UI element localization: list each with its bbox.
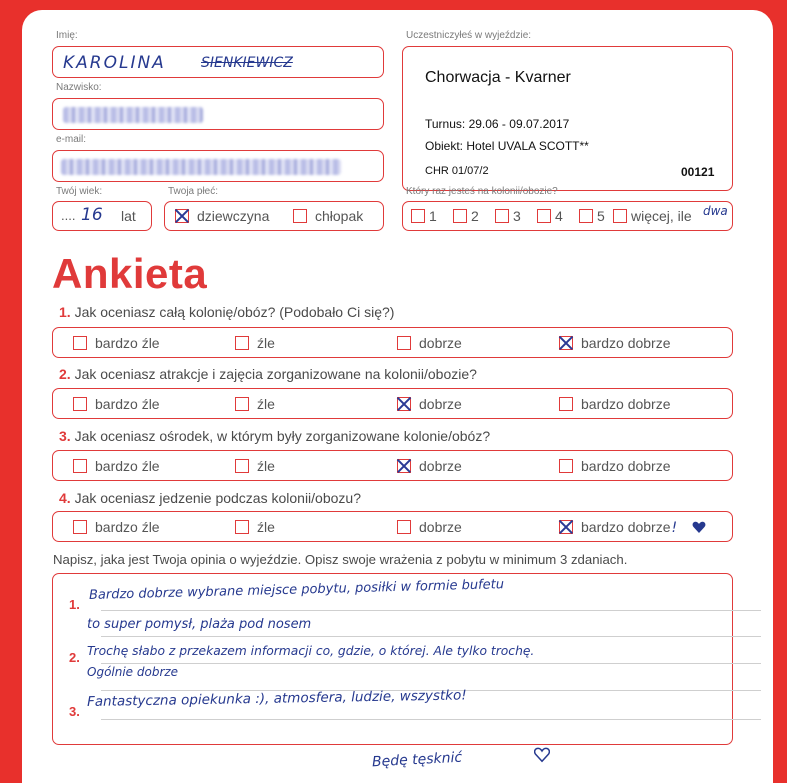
opinion-prompt: Napisz, jaka jest Twoja opinia o wyjeździe. Opisz swoje wrażenia z pobytu w minimum 3 zdaniach. — [53, 552, 628, 567]
last-name-field[interactable] — [52, 98, 384, 130]
blurred-last-name — [63, 107, 203, 123]
question-3: 3. Jak oceniasz ośrodek, w którym były zorganizowane kolonie/obóz? — [59, 428, 491, 444]
first-name-value: KAROLINA — [63, 53, 166, 73]
first-name-label: Imię: — [56, 30, 78, 41]
opinion-2-line-1: Trochę słabo z przekazem informacji co, gdzie, o której. Ale tylko trochę. — [87, 644, 535, 658]
gender-field — [164, 201, 384, 231]
times-option-more[interactable]: więcej, ile — [613, 208, 692, 224]
question-2-options — [52, 388, 733, 419]
q4-option-very-good[interactable]: bardzo dobrze! — [559, 519, 677, 536]
signoff-text: Będę tęsknić — [371, 749, 463, 771]
q2-option-very-bad[interactable]: bardzo źle — [73, 396, 160, 412]
checkbox[interactable] — [293, 209, 307, 223]
survey-title: Ankieta — [52, 250, 208, 297]
struck-surname: SIENKIEWICZ — [201, 55, 293, 71]
trip-destination: Chorwacja - Kvarner — [425, 69, 571, 86]
ruled-line — [101, 663, 761, 664]
age-unit: lat — [121, 208, 136, 224]
times-option-2[interactable]: 2 — [453, 208, 479, 224]
trip-object: Obiekt: Hotel UVALA SCOTT** — [425, 139, 589, 153]
times-field — [402, 201, 733, 231]
question-2: 2. Jak oceniasz atrakcje i zajęcia zorganizowane na kolonii/obozie? — [59, 366, 477, 382]
times-option-1[interactable]: 1 — [411, 208, 437, 224]
age-value: 16 — [81, 205, 103, 225]
gender-label: Twoja płeć: — [168, 186, 219, 197]
q4-option-bad[interactable]: źle — [235, 519, 275, 535]
email-label: e-mail: — [56, 134, 87, 145]
question-1-options — [52, 327, 733, 358]
q2-option-very-good[interactable]: bardzo dobrze — [559, 396, 671, 412]
gender-option-girl[interactable]: dziewczyna — [175, 208, 269, 224]
q4-option-good[interactable]: dobrze — [397, 519, 462, 535]
times-label: Który raz jesteś na kolonii/obozie? — [406, 186, 558, 197]
age-field[interactable] — [52, 201, 152, 231]
opinion-1-line-2: to super pomysł, plaża pod nosem — [87, 617, 312, 632]
checkbox-checked[interactable] — [175, 209, 189, 223]
times-option-4[interactable]: 4 — [537, 208, 563, 224]
question-4: 4. Jak oceniasz jedzenie podczas kolonii/obozu? — [59, 490, 361, 506]
opinion-1-line-1: Bardzo dobrze wybrane miejsce pobytu, posiłki w formie bufetu — [88, 577, 505, 603]
opinion-num-2: 2. — [69, 650, 80, 665]
opinion-box[interactable] — [52, 573, 733, 745]
last-name-label: Nazwisko: — [56, 82, 102, 93]
exclamation-mark: ! — [671, 520, 678, 536]
ruled-line — [101, 719, 761, 720]
q1-option-good[interactable]: dobrze — [397, 335, 462, 351]
trip-number: 00121 — [681, 165, 715, 179]
opinion-3-line-1: Fantastyczna opiekunka :), atmosfera, ludzie, wszystko! — [86, 687, 467, 710]
question-4-options — [52, 511, 733, 542]
q2-option-bad[interactable]: źle — [235, 396, 275, 412]
q3-option-very-good[interactable]: bardzo dobrze — [559, 458, 671, 474]
q3-option-good[interactable]: dobrze — [397, 458, 462, 474]
trip-info-box — [402, 46, 733, 191]
blurred-email — [61, 159, 341, 175]
opinion-num-1: 1. — [69, 597, 80, 612]
heart-icon — [692, 521, 706, 534]
times-option-3[interactable]: 3 — [495, 208, 521, 224]
heart-outline-icon — [534, 747, 550, 763]
ruled-line — [101, 610, 761, 611]
gender-option-boy[interactable]: chłopak — [293, 208, 363, 224]
email-field[interactable] — [52, 150, 384, 182]
question-3-options — [52, 450, 733, 481]
trip-turnus: Turnus: 29.06 - 09.07.2017 — [425, 117, 570, 131]
age-label: Twój wiek: — [56, 186, 103, 197]
question-1: 1. Jak oceniasz całą kolonię/obóz? (Podobało Ci się?) — [59, 304, 395, 320]
trip-label: Uczestniczyłeś w wyjeździe: — [406, 30, 532, 41]
age-dots: .... — [61, 208, 76, 223]
q3-option-bad[interactable]: źle — [235, 458, 275, 474]
q1-option-very-bad[interactable]: bardzo źle — [73, 335, 160, 351]
ruled-line — [101, 636, 761, 637]
q2-option-good[interactable]: dobrze — [397, 396, 462, 412]
q1-option-bad[interactable]: źle — [235, 335, 275, 351]
q1-option-very-good[interactable]: bardzo dobrze — [559, 335, 671, 351]
times-option-5[interactable]: 5 — [579, 208, 605, 224]
q3-option-very-bad[interactable]: bardzo źle — [73, 458, 160, 474]
trip-code: CHR 01/07/2 — [425, 165, 489, 177]
opinion-2-line-2: Ogólnie dobrze — [87, 665, 179, 679]
times-answer: dwa — [703, 204, 728, 218]
opinion-num-3: 3. — [69, 704, 80, 719]
q4-option-very-bad[interactable]: bardzo źle — [73, 519, 160, 535]
survey-sheet — [22, 10, 773, 783]
first-name-field[interactable] — [52, 46, 384, 78]
